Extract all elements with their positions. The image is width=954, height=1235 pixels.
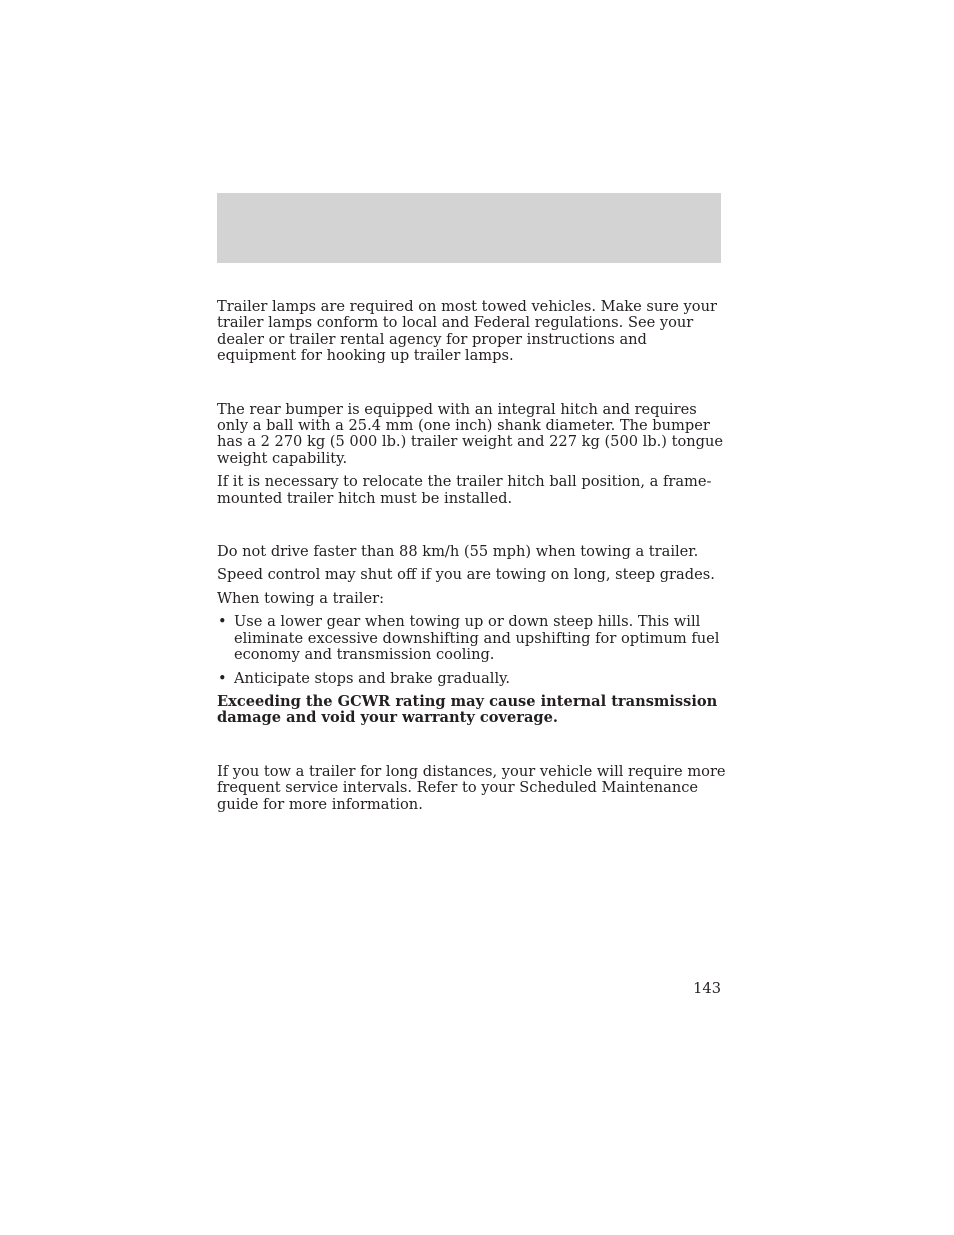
maintenance-paragraph: If you tow a trailer for long distances, your vehicle will require more frequent service intervals. Refer to your Scheduled Maintenance guide for more information. bbox=[217, 762, 726, 813]
list-item-text: Use a lower gear when towing up or down steep hills. This will eliminate excessive downshifting and upshifting for optimum fuel economy and transmission cooling. bbox=[234, 613, 720, 664]
bullet-icon: • bbox=[218, 613, 227, 631]
speed-limit-paragraph: Do not drive faster than 88 km/h (55 mph) when towing a trailer. bbox=[217, 543, 699, 561]
page-number: 143 bbox=[693, 980, 721, 997]
when-towing-paragraph: When towing a trailer: bbox=[217, 589, 385, 607]
hitch-paragraph: The rear bumper is equipped with an integral hitch and requires only a ball with a 25.4 mm (one inch) shank diameter. The bumper has a 2 270 kg (5 000 lb.) trailer weight and 227 kg (500 lb.) tongue weight capability. bbox=[217, 400, 724, 467]
list-item bbox=[217, 614, 727, 663]
hitch-relocate-paragraph: If it is necessary to relocate the trailer hitch ball position, a frame-mounted trailer hitch must be installed. bbox=[217, 473, 712, 507]
page-content bbox=[217, 299, 727, 813]
towing-tips-list bbox=[217, 614, 727, 687]
trailer-lamps-paragraph: Trailer lamps are required on most towed vehicles. Make sure your trailer lamps conform to local and Federal regulations. See your dealer or trailer rental agency for proper instructions and equipment for hooking up trailer lamps. bbox=[217, 298, 717, 365]
speed-control-paragraph: Speed control may shut off if you are towing on long, steep grades. bbox=[217, 566, 715, 584]
bullet-icon: • bbox=[218, 669, 227, 687]
gcwr-warning: Exceeding the GCWR rating may cause internal transmission damage and void your warranty coverage. bbox=[217, 692, 718, 727]
list-item bbox=[217, 671, 727, 687]
list-item-text: Anticipate stops and brake gradually. bbox=[234, 669, 511, 687]
section-header-band bbox=[217, 193, 721, 263]
